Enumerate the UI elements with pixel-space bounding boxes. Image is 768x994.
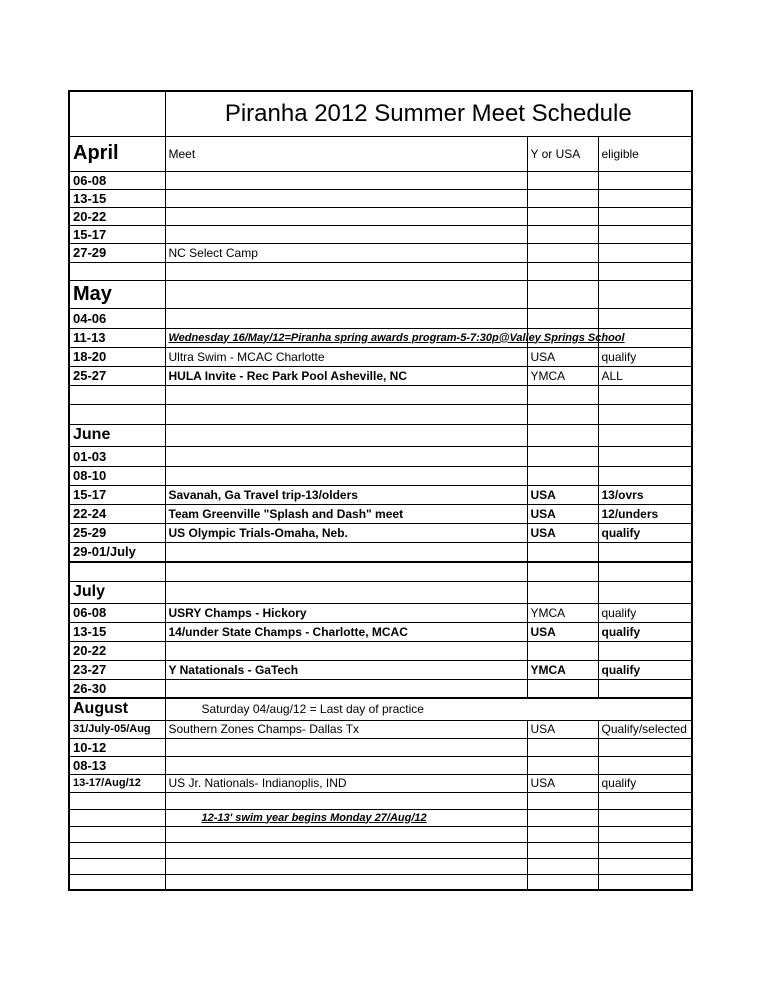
org-cell xyxy=(527,581,598,603)
org-cell: USA xyxy=(527,622,598,641)
org-cell xyxy=(527,756,598,774)
date-cell: 23-27 xyxy=(69,660,165,679)
meet-cell: US Jr. Nationals- Indianoplis, IND xyxy=(165,774,527,792)
schedule-row xyxy=(69,243,692,262)
org-cell xyxy=(527,679,598,698)
schedule-row xyxy=(69,308,692,328)
schedule-row xyxy=(69,562,692,581)
org-cell: USA xyxy=(527,485,598,504)
org-cell: YMCA xyxy=(527,660,598,679)
schedule-row xyxy=(69,189,692,207)
meet-cell xyxy=(165,679,527,698)
date-cell xyxy=(69,874,165,890)
eligibility-cell xyxy=(598,404,692,424)
meet-cell: HULA Invite - Rec Park Pool Asheville, NC xyxy=(165,366,527,385)
date-cell: 15-17 xyxy=(69,485,165,504)
meet-cell: US Olympic Trials-Omaha, Neb. xyxy=(165,523,527,542)
org-cell xyxy=(527,842,598,858)
meet-cell xyxy=(165,385,527,404)
eligibility-cell: 13/ovrs xyxy=(598,485,692,504)
eligibility-cell xyxy=(598,308,692,328)
schedule-row xyxy=(69,792,692,809)
meet-cell: Savanah, Ga Travel trip-13/olders xyxy=(165,485,527,504)
meet-schedule-table xyxy=(68,90,693,891)
schedule-row xyxy=(69,446,692,466)
org-cell: YMCA xyxy=(527,603,598,622)
meet-cell xyxy=(165,756,527,774)
meet-cell xyxy=(165,858,527,874)
schedule-row xyxy=(69,542,692,562)
meet-cell xyxy=(165,171,527,189)
org-cell xyxy=(527,171,598,189)
date-cell: 06-08 xyxy=(69,603,165,622)
org-cell: USA xyxy=(527,347,598,366)
org-cell xyxy=(527,792,598,809)
schedule-row xyxy=(69,523,692,542)
date-cell: 06-08 xyxy=(69,171,165,189)
date-cell: 11-13 xyxy=(69,328,165,347)
eligibility-cell xyxy=(598,641,692,660)
eligibility-cell xyxy=(598,466,692,485)
schedule-row xyxy=(69,622,692,641)
date-cell: 22-24 xyxy=(69,504,165,523)
date-cell: 31/July-05/Aug xyxy=(69,720,165,738)
meet-cell xyxy=(165,874,527,890)
meet-cell xyxy=(165,404,527,424)
schedule-row xyxy=(69,466,692,485)
org-cell: USA xyxy=(527,720,598,738)
date-cell: 25-29 xyxy=(69,523,165,542)
meet-cell: 14/under State Champs - Charlotte, MCAC xyxy=(165,622,527,641)
org-cell xyxy=(527,404,598,424)
org-cell xyxy=(527,809,598,826)
org-cell xyxy=(527,641,598,660)
org-cell xyxy=(527,280,598,308)
date-cell: 04-06 xyxy=(69,308,165,328)
meet-cell: Ultra Swim - MCAC Charlotte xyxy=(165,347,527,366)
org-cell xyxy=(527,466,598,485)
org-cell xyxy=(527,424,598,446)
date-cell: May xyxy=(69,280,165,308)
eligibility-cell xyxy=(598,243,692,262)
org-cell xyxy=(527,874,598,890)
date-cell: 18-20 xyxy=(69,347,165,366)
eligibility-cell xyxy=(598,581,692,603)
eligibility-cell xyxy=(598,792,692,809)
eligibility-cell xyxy=(598,280,692,308)
org-cell xyxy=(527,446,598,466)
eligibility-cell: qualify xyxy=(598,603,692,622)
schedule-row xyxy=(69,720,692,738)
date-cell: July xyxy=(69,581,165,603)
schedule-row xyxy=(69,262,692,280)
eligibility-cell xyxy=(598,542,692,562)
meet-cell: NC Select Camp xyxy=(165,243,527,262)
org-cell xyxy=(527,385,598,404)
meet-cell xyxy=(165,189,527,207)
eligibility-cell: qualify xyxy=(598,774,692,792)
eligibility-cell xyxy=(598,424,692,446)
schedule-row xyxy=(69,207,692,225)
date-cell xyxy=(69,262,165,280)
eligibility-cell xyxy=(598,171,692,189)
eligibility-cell: eligible xyxy=(598,136,692,171)
eligibility-cell xyxy=(598,842,692,858)
date-cell xyxy=(69,385,165,404)
meet-cell xyxy=(165,207,527,225)
eligibility-cell xyxy=(598,225,692,243)
meet-cell xyxy=(165,792,527,809)
org-cell xyxy=(527,262,598,280)
meet-cell xyxy=(165,262,527,280)
date-cell: August xyxy=(69,698,165,720)
date-cell: 26-30 xyxy=(69,679,165,698)
org-cell xyxy=(527,189,598,207)
meet-cell: Team Greenville "Splash and Dash" meet xyxy=(165,504,527,523)
eligibility-cell: Qualify/selected xyxy=(598,720,692,738)
eligibility-cell: 12/unders xyxy=(598,504,692,523)
eligibility-cell xyxy=(598,679,692,698)
eligibility-cell xyxy=(598,858,692,874)
org-cell xyxy=(527,542,598,562)
date-cell: 08-10 xyxy=(69,466,165,485)
meet-cell: Meet xyxy=(165,136,527,171)
org-cell: USA xyxy=(527,523,598,542)
schedule-row xyxy=(69,774,692,792)
eligibility-cell xyxy=(598,189,692,207)
meet-cell: Y Natationals - GaTech xyxy=(165,660,527,679)
note-cell: Saturday 04/aug/12 = Last day of practice xyxy=(165,698,692,720)
schedule-row xyxy=(69,756,692,774)
eligibility-cell xyxy=(598,446,692,466)
date-cell: 10-12 xyxy=(69,738,165,756)
date-cell xyxy=(69,562,165,581)
title-row xyxy=(69,91,692,136)
title-blank-cell xyxy=(69,91,165,136)
schedule-row xyxy=(69,328,692,347)
meet-cell xyxy=(165,466,527,485)
date-cell: 13-17/Aug/12 xyxy=(69,774,165,792)
schedule-body xyxy=(69,91,692,890)
org-cell: YMCA xyxy=(527,366,598,385)
eligibility-cell xyxy=(598,826,692,842)
schedule-row xyxy=(69,366,692,385)
schedule-row xyxy=(69,347,692,366)
org-cell xyxy=(527,562,598,581)
schedule-row xyxy=(69,581,692,603)
meet-cell xyxy=(165,738,527,756)
eligibility-cell xyxy=(598,562,692,581)
org-cell xyxy=(527,826,598,842)
meet-cell: 12-13' swim year begins Monday 27/Aug/12 xyxy=(165,809,527,826)
eligibility-cell: ALL xyxy=(598,366,692,385)
schedule-row xyxy=(69,842,692,858)
date-cell xyxy=(69,826,165,842)
date-cell xyxy=(69,404,165,424)
date-cell xyxy=(69,858,165,874)
schedule-row xyxy=(69,171,692,189)
meet-cell xyxy=(165,225,527,243)
meet-cell xyxy=(165,581,527,603)
schedule-row xyxy=(69,404,692,424)
org-cell xyxy=(527,858,598,874)
meet-cell xyxy=(165,280,527,308)
date-cell: 25-27 xyxy=(69,366,165,385)
date-cell: 13-15 xyxy=(69,622,165,641)
schedule-row xyxy=(69,738,692,756)
schedule-row xyxy=(69,858,692,874)
schedule-row xyxy=(69,603,692,622)
date-cell: 29-01/July xyxy=(69,542,165,562)
schedule-row xyxy=(69,485,692,504)
meet-cell: Southern Zones Champs- Dallas Tx xyxy=(165,720,527,738)
schedule-row xyxy=(69,504,692,523)
date-cell xyxy=(69,792,165,809)
schedule-row xyxy=(69,698,692,720)
date-cell: 27-29 xyxy=(69,243,165,262)
org-cell xyxy=(527,207,598,225)
eligibility-cell: qualify xyxy=(598,622,692,641)
schedule-row xyxy=(69,826,692,842)
org-cell: USA xyxy=(527,504,598,523)
schedule-row xyxy=(69,225,692,243)
meet-cell xyxy=(165,446,527,466)
eligibility-cell xyxy=(598,738,692,756)
meet-cell xyxy=(165,308,527,328)
org-cell xyxy=(527,225,598,243)
schedule-row xyxy=(69,136,692,171)
meet-cell: USRY Champs - Hickory xyxy=(165,603,527,622)
schedule-row xyxy=(69,385,692,404)
eligibility-cell xyxy=(598,262,692,280)
org-cell xyxy=(527,243,598,262)
schedule-row xyxy=(69,280,692,308)
date-cell: 20-22 xyxy=(69,641,165,660)
date-cell: 13-15 xyxy=(69,189,165,207)
page-title: Piranha 2012 Summer Meet Schedule xyxy=(165,91,692,136)
schedule-row xyxy=(69,679,692,698)
eligibility-cell xyxy=(598,207,692,225)
org-cell: Y or USA xyxy=(527,136,598,171)
date-cell xyxy=(69,842,165,858)
meet-cell xyxy=(165,424,527,446)
date-cell: 15-17 xyxy=(69,225,165,243)
meet-cell xyxy=(165,562,527,581)
schedule-row xyxy=(69,660,692,679)
schedule-row xyxy=(69,424,692,446)
meet-cell xyxy=(165,641,527,660)
schedule-row xyxy=(69,641,692,660)
meet-cell xyxy=(165,542,527,562)
date-cell: 08-13 xyxy=(69,756,165,774)
date-cell: 01-03 xyxy=(69,446,165,466)
schedule-row xyxy=(69,809,692,826)
org-cell: USA xyxy=(527,774,598,792)
org-cell xyxy=(527,308,598,328)
eligibility-cell xyxy=(598,385,692,404)
eligibility-cell: qualify xyxy=(598,660,692,679)
meet-cell xyxy=(165,826,527,842)
meet-cell: Wednesday 16/May/12=Piranha spring awards program-5-7:30p@Valley Springs School xyxy=(165,328,527,347)
org-cell xyxy=(527,738,598,756)
date-cell: June xyxy=(69,424,165,446)
date-cell: 20-22 xyxy=(69,207,165,225)
date-cell: April xyxy=(69,136,165,171)
eligibility-cell xyxy=(598,756,692,774)
eligibility-cell: qualify xyxy=(598,523,692,542)
schedule-row xyxy=(69,874,692,890)
meet-cell xyxy=(165,842,527,858)
date-cell xyxy=(69,809,165,826)
eligibility-cell xyxy=(598,874,692,890)
eligibility-cell xyxy=(598,809,692,826)
eligibility-cell: qualify xyxy=(598,347,692,366)
